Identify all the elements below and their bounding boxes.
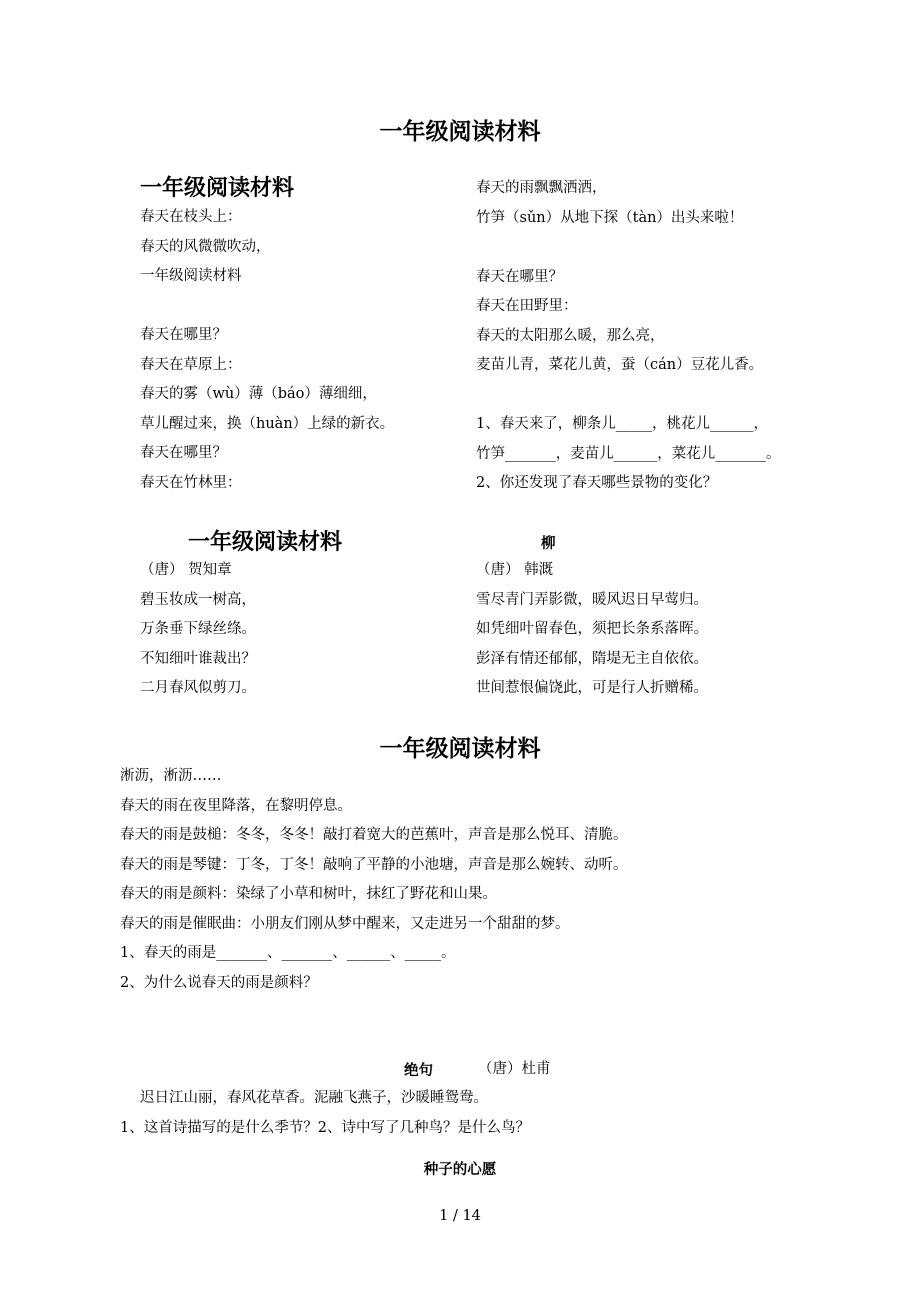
document-title: 一年级阅读材料 <box>379 118 541 145</box>
section1-right-line: 春天在哪里？ <box>476 268 563 285</box>
section1-right-line: 2、你还发现了春天哪些景物的变化？ <box>476 475 718 491</box>
section3-line: 1、春天的雨是_______、_______、______、_____。 <box>120 945 456 961</box>
section3-line: 春天的雨是鼓槌：冬冬，冬冬！敲打着宽大的芭蕉叶，声音是那么悦耳、清脆。 <box>120 827 628 843</box>
section1-left-line: 春天在草原上： <box>140 356 242 373</box>
section2-left-line: 万条垂下绿丝绦。 <box>140 621 256 637</box>
section2-right-line: 雪尽青门弄影微，暖风迟日早莺归。 <box>476 591 708 608</box>
section1-left-line: 草儿醒过来，换（huàn）上绿的新衣。 <box>140 415 395 432</box>
section2-left-line: 二月春风似剪刀。 <box>140 680 256 696</box>
section4-question: 1、这首诗描写的是什么季节？2、诗中写了几种鸟？是什么鸟？ <box>120 1120 530 1136</box>
section2-left-line: 碧玉妆成一树高， <box>140 591 256 608</box>
section2-right-line: 如凭细叶留春色，须把长条系落晖。 <box>476 621 708 637</box>
section4-title: 绝句 <box>404 1063 433 1079</box>
section4-author: （唐）杜甫 <box>478 1061 551 1077</box>
section1-left-line: 春天在哪里？ <box>140 327 227 343</box>
section3-line: 淅沥，淅沥…… <box>120 768 222 784</box>
section1-right-line: 竹笋（sǔn）从地下探（tàn）出头来啦！ <box>476 209 744 226</box>
section3-line: 春天的雨在夜里降落，在黎明停息。 <box>120 797 352 814</box>
section1-left-line: 春天在哪里？ <box>140 445 227 461</box>
section4-poem: 迟日江山丽，春风花草香。泥融飞燕子，沙暖睡鸳鸯。 <box>140 1090 488 1106</box>
section3-line: 2、为什么说春天的雨是颜料？ <box>120 974 318 991</box>
section1-right-line: 1、春天来了，柳条儿_____，桃花儿______， <box>476 416 768 432</box>
section3-heading: 一年级阅读材料 <box>379 735 541 762</box>
section1-left-line: 春天的风微微吹动， <box>140 238 271 255</box>
section1-left-line: 春天在竹林里： <box>140 474 242 491</box>
section1-right-line: 麦苗儿青，菜花儿黄，蚕（cán）豆花儿香。 <box>476 357 764 373</box>
section2-right-title: 柳 <box>541 536 556 552</box>
section1-left-line: 一年级阅读材料 <box>140 268 242 284</box>
section1-right-line: 春天在田野里： <box>476 298 578 314</box>
section2-left-heading: 一年级阅读材料 <box>188 529 343 555</box>
section2-left-line: （唐） 贺知章 <box>140 562 232 578</box>
section2-left-line: 不知细叶谁裁出？ <box>140 650 256 667</box>
section2-right-line: 世间惹恨偏饶此，可是行人折赠稀。 <box>476 680 708 696</box>
section2-right-line: 彭泽有情还郁郁，隋堤无主自依依。 <box>476 650 708 667</box>
section3-line: 春天的雨是琴键：丁冬，丁冬！敲响了平静的小池塘，声音是那么婉转、动听。 <box>120 856 628 873</box>
section1-right-line: 春天的太阳那么暖，那么亮， <box>476 327 665 344</box>
page-number: 1 / 14 <box>439 1208 481 1224</box>
section2-right-line: （唐） 韩溉 <box>476 562 554 578</box>
section1-left-line: 春天在枝头上： <box>140 209 242 225</box>
section3-line: 春天的雨是催眠曲：小朋友们刚从梦中醒来，又走进另一个甜甜的梦。 <box>120 915 570 932</box>
section3-line: 春天的雨是颜料：染绿了小草和树叶，抹红了野花和山果。 <box>120 886 497 902</box>
section1-right-line: 春天的雨飘飘洒洒， <box>476 180 607 196</box>
section1-left-heading: 一年级阅读材料 <box>140 175 295 201</box>
section1-right-line: 竹笋_______，麦苗儿______，菜花儿_______。 <box>476 445 781 462</box>
section5-title: 种子的心愿 <box>423 1162 497 1178</box>
section1-left-line: 春天的雾（wù）薄（báo）薄细细， <box>140 386 377 402</box>
